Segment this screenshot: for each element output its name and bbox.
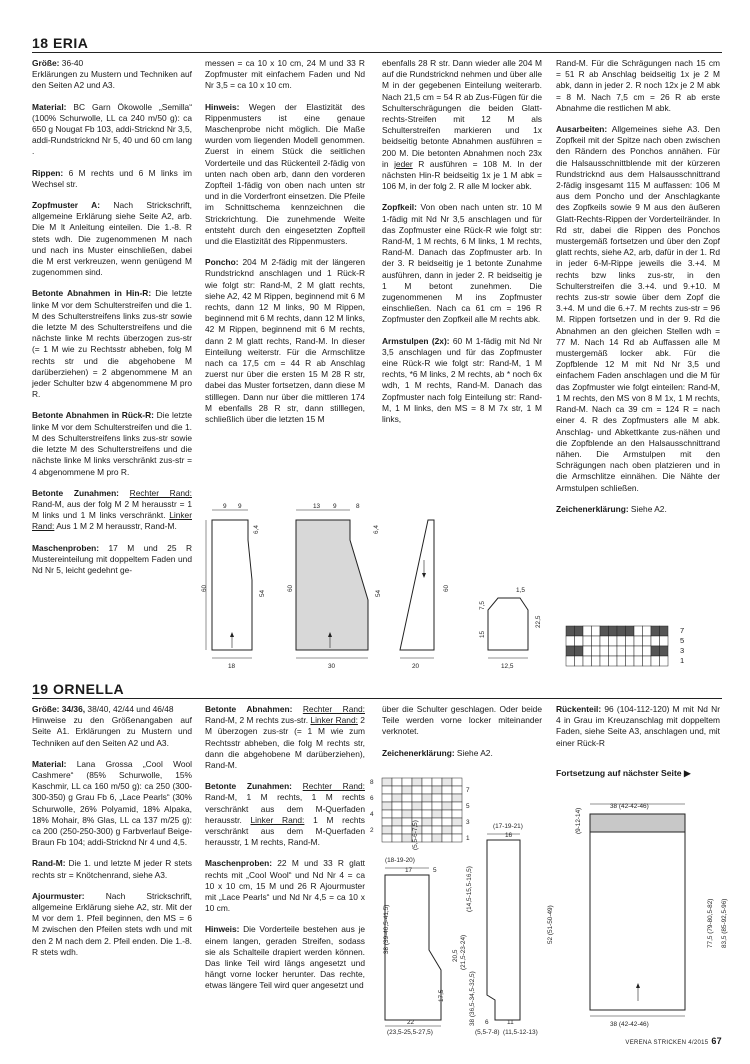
chart-cell bbox=[634, 646, 643, 656]
chart-cell bbox=[566, 636, 575, 646]
edge-label: Linker Rand: bbox=[32, 510, 192, 532]
sec18-column-3 bbox=[382, 58, 542, 435]
sec19-column-1 bbox=[32, 704, 192, 968]
chart-cell bbox=[643, 626, 652, 636]
paragraph-heading: Größe: 34/36, bbox=[32, 704, 86, 714]
dim-label: (21,5-23-24) bbox=[460, 934, 467, 970]
chart-cell bbox=[660, 656, 669, 666]
dim-label: 15 bbox=[479, 630, 486, 638]
dim-label: 5 bbox=[433, 867, 437, 874]
chart-cell bbox=[651, 646, 660, 656]
dim-label: (18-19-20) bbox=[385, 857, 415, 864]
chart-cell bbox=[583, 636, 592, 646]
chart-row-number: 7 bbox=[466, 787, 470, 794]
chart-cell bbox=[651, 656, 660, 666]
section-title-19: 19 ORNELLA bbox=[32, 681, 125, 697]
schematic-sleeve-panel bbox=[475, 823, 554, 1036]
chart-row-number: 1 bbox=[466, 835, 470, 842]
paragraph-heading: Armstulpen (2x): bbox=[382, 335, 450, 346]
dim-label: 6,4 bbox=[253, 525, 260, 534]
dim-label: 22,5 bbox=[535, 615, 542, 628]
chart-cell bbox=[609, 636, 618, 646]
paragraph-heading: Material: bbox=[32, 758, 67, 769]
chart-cell bbox=[452, 786, 462, 794]
paragraph: Betonte Zunahmen: Rechter Rand: Rand-M, aus der folg M 2 M herausstr = 1 M links und 1 M links verschränkt. Linker Rand: Aus 1 M 2 M herausstr, Rand-M. bbox=[32, 487, 192, 532]
dim-label: 60 bbox=[443, 584, 450, 592]
chart-cell bbox=[575, 656, 584, 666]
paragraph-heading: Zeichenerklärung: bbox=[382, 747, 455, 758]
dim-label: (5,5-7-8) bbox=[475, 1029, 500, 1036]
paragraph: Rand-M. Für die Schrägungen nach 15 cm = 51 R ab Anschlag beidseitig 1x je 2 M abk, dann in jeder 2. R noch 12x je 2 M abk = 8 M. Nach 7,5 cm = 26 R ab erste Abnahme die restlichen M abk. bbox=[556, 58, 720, 113]
section-title-18: 18 ERIA bbox=[32, 35, 89, 51]
chart-cell bbox=[583, 656, 592, 666]
sec18-column-2 bbox=[205, 58, 365, 435]
dim-label: 6,4 bbox=[373, 525, 380, 534]
chart-cell bbox=[626, 636, 635, 646]
chart-cell bbox=[592, 636, 601, 646]
chart-cell bbox=[583, 626, 592, 636]
chart-row-number: 4 bbox=[370, 811, 374, 818]
paragraph-heading: Hinweis: bbox=[205, 101, 240, 112]
paragraph: Rückenteil: 96 (104-112-120) M mit Nd Nr 4 in Grau im Kreuzanschlag mit doppeltem Faden, siehe Seite A3, anschlagen und, mit einer Rück-R bbox=[556, 704, 720, 748]
chart-cell bbox=[643, 656, 652, 666]
sec19-front-diagrams bbox=[355, 800, 554, 1036]
dim-label: 38 (39-40,5-41,5) bbox=[383, 904, 390, 954]
chart-cell bbox=[382, 786, 392, 794]
paragraph-heading: Material: bbox=[32, 101, 67, 112]
sec18-cable-chart bbox=[562, 622, 672, 672]
chart-row-number: 1 bbox=[680, 656, 685, 665]
dim-label: 12,5 bbox=[501, 663, 514, 670]
paragraph: Hinweis: Die Vorderteile bestehen aus je einem langen, geraden Streifen, sodass sie als Schalteile drapiert werden können. Das linke Teil wird längs angesetzt und hängt vorne locker herunter. Das rechte, etwas längere Teil wird quer angesetzt und bbox=[205, 924, 365, 991]
chart-cell bbox=[452, 778, 462, 786]
sec18-column-4 bbox=[556, 58, 720, 525]
dim-label: 38 (36,5-34,5-32,5) bbox=[469, 971, 476, 1026]
chart-cell bbox=[600, 656, 609, 666]
chart-cell bbox=[575, 646, 584, 656]
paragraph: Zopfkeil: Von oben nach unten str. 10 M 1-fädig mit Nd Nr 3,5 anschlagen und für das Zopfmuster eine Rück-R wie folgt str: Rand-M, 1 M rechts, 6 M links, 1 M rechts, Rand-M. Danach das Zopfmuster arb. In der 3. R beidseitig je 1 betonte Zunahme ausführen, dann in jeder 2. R beidseitig je 1 M betont zunehmen. Die zugenommenen M ins Zopfmuster einschließen. Nach ca 61 cm = 196 R Zopfmuster den Zopfkeil alle M rechts abk. bbox=[382, 202, 542, 325]
chart-cell bbox=[402, 778, 412, 786]
continue-next-page: Fortsetzung auf nächster Seite ▶ bbox=[556, 768, 691, 778]
dim-label: 9 bbox=[333, 503, 337, 510]
chart-cell bbox=[566, 656, 575, 666]
chart-cell bbox=[600, 626, 609, 636]
edge-label: Rechter Rand: bbox=[302, 704, 365, 714]
paragraph-heading: Rückenteil: bbox=[556, 704, 602, 714]
schematic-front-panel bbox=[383, 820, 476, 1036]
sec19-column-2 bbox=[205, 704, 365, 1002]
chart-row-number: 6 bbox=[370, 795, 374, 802]
chart-grid bbox=[566, 626, 668, 666]
chart-cell bbox=[592, 656, 601, 666]
dim-label: 20 bbox=[412, 663, 420, 670]
chart-cell bbox=[566, 626, 575, 636]
magazine-issue: VERENA STRICKEN 4/2015 bbox=[625, 1040, 709, 1046]
schematic-back-panel bbox=[575, 803, 728, 1028]
chart-cell bbox=[626, 646, 635, 656]
chart-cell bbox=[412, 786, 422, 794]
chart-cell bbox=[634, 636, 643, 646]
chart-row-number: 8 bbox=[370, 779, 374, 786]
dim-label: 77,5 (79-80,5-82) bbox=[707, 898, 714, 948]
dim-label: 20,5 bbox=[452, 949, 459, 962]
paragraph: Ausarbeiten: Allgemeines siehe A3. Den Zopfkeil mit der Spitze nach oben zwischen den Rändern des Ponchos annähen. Für die Halsausschnittblende mit der kürzeren Rundstricknd aus dem Halsausschnittrand 2-fädig insgesamt 115 M auffassen: 106 M aus dem Poncho und der Anschlagkante des Zopfkeils sowie 9 M aus den äußeren Glatt-Rechts-Rippen der Vorderteilränder. In Rd str, dabei die Rippen des Ponchos mustergemäß fortsetzen und über den Zopf glatt rechts, siehe A2, arb, dafür in der 1. Rd in jeder 6-M-Rippe jeweils die 3.+4. M rechts bzw links zus-str, in den Schulterstreifen die 3.+4. und 9.+10. M rechts zus-str sowie über dem Zopf die 3.+4. M und die 6.+7. M rechts zus-str = 96 M. Rippen fortsetzen und in der 9. Rd die Abnahmen an den gleichen Stellen wdh = 77 M. Nach 14 Rd ab Auffassen alle M mustergemäß locker abk. Für die Zopfblende 12 M mit Nd Nr 3,5 und einfachem Faden anschlagen und die M für das Zopfmuster wie folgt einteilen: Rand-M, 1 M rechts, den MS von 8 M 1x, 1 M rechts, Rand-M. Nach ca 39 cm = 124 R = nach einer 4. R des Zopfmusters alle M abk. Anschlag- und Abkettkante zus-nähen und die Zopfblende an den Halsausschnittrand nähen. Die Armstulpen mit den Schrägungen nach oben platzieren und in die Armschlitze einnähen. Die Nähte der Armstulpen schließen. bbox=[556, 124, 720, 493]
chart-cell bbox=[643, 646, 652, 656]
edge-label: Rechter Rand: bbox=[302, 781, 365, 792]
dim-label: (11,5-12-13) bbox=[503, 1029, 538, 1036]
paragraph-heading: Zopfkeil: bbox=[382, 202, 417, 213]
chart-cell bbox=[382, 778, 392, 786]
chart-cell bbox=[651, 636, 660, 646]
paragraph-heading: Zeichenerklärung: bbox=[556, 503, 629, 514]
chart-cell bbox=[617, 626, 626, 636]
dim-label: 16 bbox=[505, 832, 513, 839]
paragraph: Rand-M: Die 1. und letzte M jeder R stets rechts str = Knötchenrand, siehe A3. bbox=[32, 858, 192, 880]
schematic-cable-wedge bbox=[400, 520, 450, 670]
schematic-back bbox=[287, 503, 382, 670]
paragraph: Betonte Abnahmen in Hin-R: Die letzte linke M vor dem Schulterstreifen und die 1. M des Schulterstreifens links zus-str sowie die letzte M des Schulterstreifens und die nächste linke M rechts überzogen zus-str (= 1 M wie zu Rechtsstr abheben, folg M rechts str und die abgehobene M darüberziehen) = 2 abgenommene M an jeder Schulter bzw 4 abgenommene M pro R. bbox=[32, 288, 192, 400]
paragraph-heading: Betonte Abnahmen: bbox=[205, 704, 293, 714]
paragraph-heading: Maschenproben: bbox=[205, 858, 273, 869]
paragraph: Zeichenerklärung: Siehe A2. bbox=[556, 503, 667, 514]
chart-cell bbox=[600, 646, 609, 656]
sec19-column-3 bbox=[382, 704, 542, 769]
paragraph-heading: Ajourmuster: bbox=[32, 890, 85, 901]
chart-row-number: 5 bbox=[466, 803, 470, 810]
chart-cell bbox=[617, 656, 626, 666]
page-footer bbox=[625, 1036, 722, 1046]
chart-cell bbox=[566, 646, 575, 656]
chart-cell bbox=[660, 626, 669, 636]
sec18-pattern-diagrams bbox=[198, 500, 554, 670]
dim-label: 9 bbox=[238, 503, 242, 510]
paragraph-heading: Maschenproben: bbox=[32, 542, 100, 553]
dim-label: (17-19-21) bbox=[493, 823, 523, 830]
chart-cell bbox=[634, 626, 643, 636]
paragraph-heading: Betonte Abnahmen in Rück-R: bbox=[32, 410, 154, 421]
paragraph-heading: Größe: bbox=[32, 58, 60, 68]
paragraph-heading: Ausarbeiten: bbox=[556, 124, 608, 135]
chart-cell bbox=[626, 656, 635, 666]
chart-row-number: 3 bbox=[680, 646, 685, 655]
dim-label: 30 bbox=[328, 663, 336, 670]
sec19-back-diagram bbox=[560, 796, 728, 1028]
paragraph-heading: Rand-M: bbox=[32, 858, 66, 869]
paragraph: Poncho: 204 M 2-fädig mit der längeren Rundstricknd anschlagen und 1 Rück-R wie folgt str: Rand-M, 2 M glatt rechts, siehe A2, 42 M Rippen, beginnend mit 6 M rechts, dann 12 M links, 90 M Rippen, beginnend mit 6 M rechts, dann 12 M links, 42 M Rippen, beginnend mit 6 M rechts, dann 2 M glatt rechts, Rand-M. In dieser Einteilung weiterstr. Für die Armschlitze nach ca 17,5 cm = 44 R ab Anschlag zuerst nur über die ersten 15 M 28 R str, dabei das Muster fortsetzen, dann diese M stilllegen. Dann nur über die mittleren 174 M ebenfalls 28 R str, dann stilllegen, schließlich über die letzten 15 M bbox=[205, 257, 365, 425]
dim-label: 83,5 (85-92,5-96) bbox=[721, 898, 728, 948]
chart-cell bbox=[422, 786, 432, 794]
chart-cell bbox=[634, 656, 643, 666]
sec19-column-4 bbox=[556, 704, 720, 759]
dim-label: 1,5 bbox=[516, 587, 525, 594]
chart-row-number: 3 bbox=[466, 819, 470, 826]
edge-label: Linker Rand: bbox=[250, 814, 305, 825]
dim-label: 13 bbox=[313, 503, 321, 510]
chart-cell bbox=[617, 636, 626, 646]
chart-cell bbox=[609, 626, 618, 636]
paragraph: Betonte Abnahmen: Rechter Rand: Rand-M, 2 M rechts zus-str. Linker Rand: 2 M überzogen zus-str (= 1 M wie zum Rechtsstr abheben, die folg M rechts str, dann die abgehobene M darüberziehen), Rand-M. bbox=[205, 704, 365, 771]
section-header-19 bbox=[32, 680, 722, 699]
dim-label: (23,5-25,5-27,5) bbox=[387, 1029, 433, 1036]
dim-label: 38 (42-42-46) bbox=[610, 1021, 649, 1028]
dim-label: 9 bbox=[223, 503, 227, 510]
chart-cell bbox=[592, 626, 601, 636]
chart-cell bbox=[660, 636, 669, 646]
chart-cell bbox=[412, 778, 422, 786]
paragraph-heading: Zopfmuster A: bbox=[32, 200, 101, 211]
emphasis: jeder bbox=[394, 158, 413, 169]
paragraph: Ajourmuster: Nach Strickschrift, allgemeine Erklärung siehe A2, str. Mit der M vor dem 1. Pfeil beginnen, den MS = 6 M zwischen den Pfeilen stets wdh und mit den 2 M nach dem 2. Pfeil enden. Die 1.-8. R stets wdh. bbox=[32, 890, 192, 957]
chart-row-number: 7 bbox=[680, 626, 685, 635]
chart-cell bbox=[600, 636, 609, 646]
paragraph-heading: Rippen: bbox=[32, 167, 64, 178]
dim-label: 17 bbox=[405, 867, 413, 874]
dim-label: 60 bbox=[201, 584, 208, 592]
chart-cell bbox=[583, 646, 592, 656]
chart-cell bbox=[617, 646, 626, 656]
dim-label: 38 (42-42-46) bbox=[610, 803, 649, 810]
dim-label: 54 bbox=[259, 589, 266, 597]
paragraph: Maschenproben: 17 M und 25 R Mustereinteilung mit doppeltem Faden und Nd Nr 5, leicht gedehnt ge- bbox=[32, 542, 192, 575]
dim-label: (14,5-15,5-16,5) bbox=[466, 866, 473, 912]
paragraph: Zopfmuster A: Nach Strickschrift, allgemeine Erklärung siehe Seite A2, arb. Die M lt Anleitung einteilen. Die 1.-8. R stets wdh. Die zugenommenen M nach und nach ins Muster einschließen, dabei die M erst verkreuzen, wenn genügend M zugenommen sind. bbox=[32, 200, 192, 278]
edge-label: Rechter Rand: bbox=[129, 487, 192, 498]
chart-cell bbox=[609, 656, 618, 666]
dim-label: 52 (51-50-49) bbox=[547, 905, 554, 944]
paragraph: Betonte Zunahmen: Rechter Rand: Rand-M, 1 M rechts, 1 M rechts verschränkt aus dem M-Querfaden herausstr. Linker Rand: 1 M rechts verschränkt aus dem M-Querfaden herausstr, 1 M rechts, Rand-M. bbox=[205, 781, 365, 848]
paragraph: über die Schulter geschlagen. Oder beide Teile werden vorne locker miteinander verknotet. bbox=[382, 704, 542, 737]
dim-label: (5,5-6-7,5) bbox=[412, 820, 419, 850]
chart-cell bbox=[626, 626, 635, 636]
paragraph: messen = ca 10 x 10 cm, 24 M und 33 R Zopfmuster mit einfachem Faden und Nd Nr 3,5 = ca 10 x 10 cm. bbox=[205, 58, 365, 91]
chart-row-number: 2 bbox=[370, 827, 374, 834]
schematic-side-front bbox=[201, 503, 266, 670]
paragraph: Maschenproben: 22 M und 33 R glatt rechts mit „Cool Wool“ und Nd Nr 4 = ca 10 x 10 cm, 15 M und 26 R Ajourmuster mit „Lace Pearls“ und Nd Nr 4,5 = ca 10 x 10 cm. bbox=[205, 858, 365, 914]
chart-cell bbox=[660, 646, 669, 656]
chart-cell bbox=[575, 626, 584, 636]
paragraph-heading: Hinweis: bbox=[205, 924, 240, 935]
chart-cell bbox=[643, 636, 652, 646]
paragraph: Größe: 36-40 Erklärungen zu Mustern und Techniken auf den Seiten A2 und A3. bbox=[32, 58, 192, 91]
chart-cell bbox=[432, 786, 442, 794]
chart-cell bbox=[442, 786, 452, 794]
chart-cell bbox=[442, 778, 452, 786]
paragraph-heading: Betonte Zunahmen: bbox=[205, 781, 292, 792]
dim-label: 17,5 bbox=[438, 989, 445, 1002]
paragraph: Hinweis: Wegen der Elastizität des Rippenmusters ist eine genaue Maschenprobe nicht möglich. Die Maße wurden vom liegenden Modell genommen. Zuerst in einem Stück die seitlichen Vorderteile und das Rückenteil 2-fädig von unten nach oben arb, dann den vorderen Zopfteil 1-fädig von oben nach unten str und in die Vorderfront einsetzen. Die Pfeile im Schnittschema kennzeichnen die Strickrichtung. Die zunehmende Weite entsteht durch den eingesetzten Zopfteil und die Elastizität des Rippenmusters. bbox=[205, 101, 365, 247]
paragraph: Zeichenerklärung: Siehe A2. bbox=[382, 747, 493, 758]
section-header-18 bbox=[32, 34, 722, 53]
chart-cell bbox=[422, 778, 432, 786]
chart-cell bbox=[432, 778, 442, 786]
paragraph: Rippen: 6 M rechts und 6 M links im Wechsel str. bbox=[32, 167, 192, 189]
schematic-arm-warmer bbox=[479, 587, 542, 670]
sec18-column-1 bbox=[32, 58, 192, 586]
edge-label: Linker Rand: bbox=[310, 715, 358, 726]
paragraph-heading: Poncho: bbox=[205, 257, 239, 268]
dim-label: 8 bbox=[356, 503, 360, 510]
paragraph: ebenfalls 28 R str. Dann wieder alle 204 M auf die Rundstricknd nehmen und über alle M in der gegebenen Einteilung weiterarb. Nach 21,5 cm = 54 R ab Zus-Fügen für die Schulterschrägungen die beiden Glatt-rechts-Streifen mit 12 M als Schulterstreifen markieren und 1x beidseitig betonte Abnahmen ausführen = 200 M. Die betonten Abnahmen noch 23x in jeder R ausführen = 108 M. In der nächsten Hin-R beidseitig 1x je 1 M abk = 106 M, in der folg 2. R alle M locker abk. bbox=[382, 58, 542, 192]
page-number: 67 bbox=[711, 1036, 722, 1046]
dim-label: 60 bbox=[287, 584, 294, 592]
paragraph-heading: Betonte Abnahmen in Hin-R: bbox=[32, 288, 152, 299]
chart-cell bbox=[609, 646, 618, 656]
paragraph: Armstulpen (2x): 60 M 1-fädig mit Nd Nr 3,5 anschlagen und für das Zopfmuster eine Rück-R wie folgt str: Rand-M, 1 M rechts, *6 M links, 2 M rechts, ab * noch 6x wdh, 1 M rechts, Rand-M. Danach das Zopfmuster nach folg Einteilung str: Rand-M, 1 M links, den MS = 8 M 7x str, 1 M links, bbox=[382, 335, 542, 425]
dim-label: 54 bbox=[375, 589, 382, 597]
paragraph: Material: BC Garn Ökowolle „Semilla“ (100% Schurwolle, LL ca 240 m/50 g): ca 650 g Nougat Fb 103, addi-Stricknd Nr 3,5, addi-Rundstricknd Nr 5, 40 und 60 cm lang . bbox=[32, 101, 192, 157]
dim-label: 7,5 bbox=[479, 601, 486, 610]
dim-label: 22 bbox=[407, 1019, 415, 1026]
chart-row-number: 5 bbox=[680, 636, 685, 645]
paragraph: Material: Lana Grossa „Cool Wool Cashmere“ (85% Schurwolle, 15% Kaschmir, LL ca 160 m/50 g): ca 250 (300-300-350) g Grau Fb 6, „Lace Pearls“ (30% Schurwolle, 26% Polyamid, 18% Alpaka, 18% Mohair, 8% Glas, LL ca 137 m/25 g): ca 200 (250-250-300) g Farbverlauf Beige-Braun Fb 104; addi-Stricknd Nr 4 und 4,5. bbox=[32, 758, 192, 848]
chart-cell bbox=[392, 786, 402, 794]
dim-label: 6 bbox=[485, 1019, 489, 1026]
dim-label: (9-12-14) bbox=[575, 807, 582, 834]
chart-cell bbox=[651, 626, 660, 636]
chart-cell bbox=[402, 786, 412, 794]
paragraph: Betonte Abnahmen in Rück-R: Die letzte linke M vor dem Schulterstreifen und die 1. M des Schulterstreifens links zus-str sowie die letzte M des Schulterstreifens und die nächste linke M links verschränkt zus-str = 4 abgenommene M pro R. bbox=[32, 410, 192, 477]
chart-cell bbox=[575, 636, 584, 646]
paragraph-heading: Betonte Zunahmen: bbox=[32, 487, 119, 498]
chart-cell bbox=[592, 646, 601, 656]
dim-label: 11 bbox=[507, 1019, 514, 1026]
dim-label: 18 bbox=[228, 663, 236, 670]
paragraph: Größe: 34/36, 38/40, 42/44 und 46/48 Hinweise zu den Größenangaben auf Seite A1. Erklärungen zu Mustern und Techniken auf den Seiten A2 und A3. bbox=[32, 704, 192, 748]
chart-cell bbox=[392, 778, 402, 786]
